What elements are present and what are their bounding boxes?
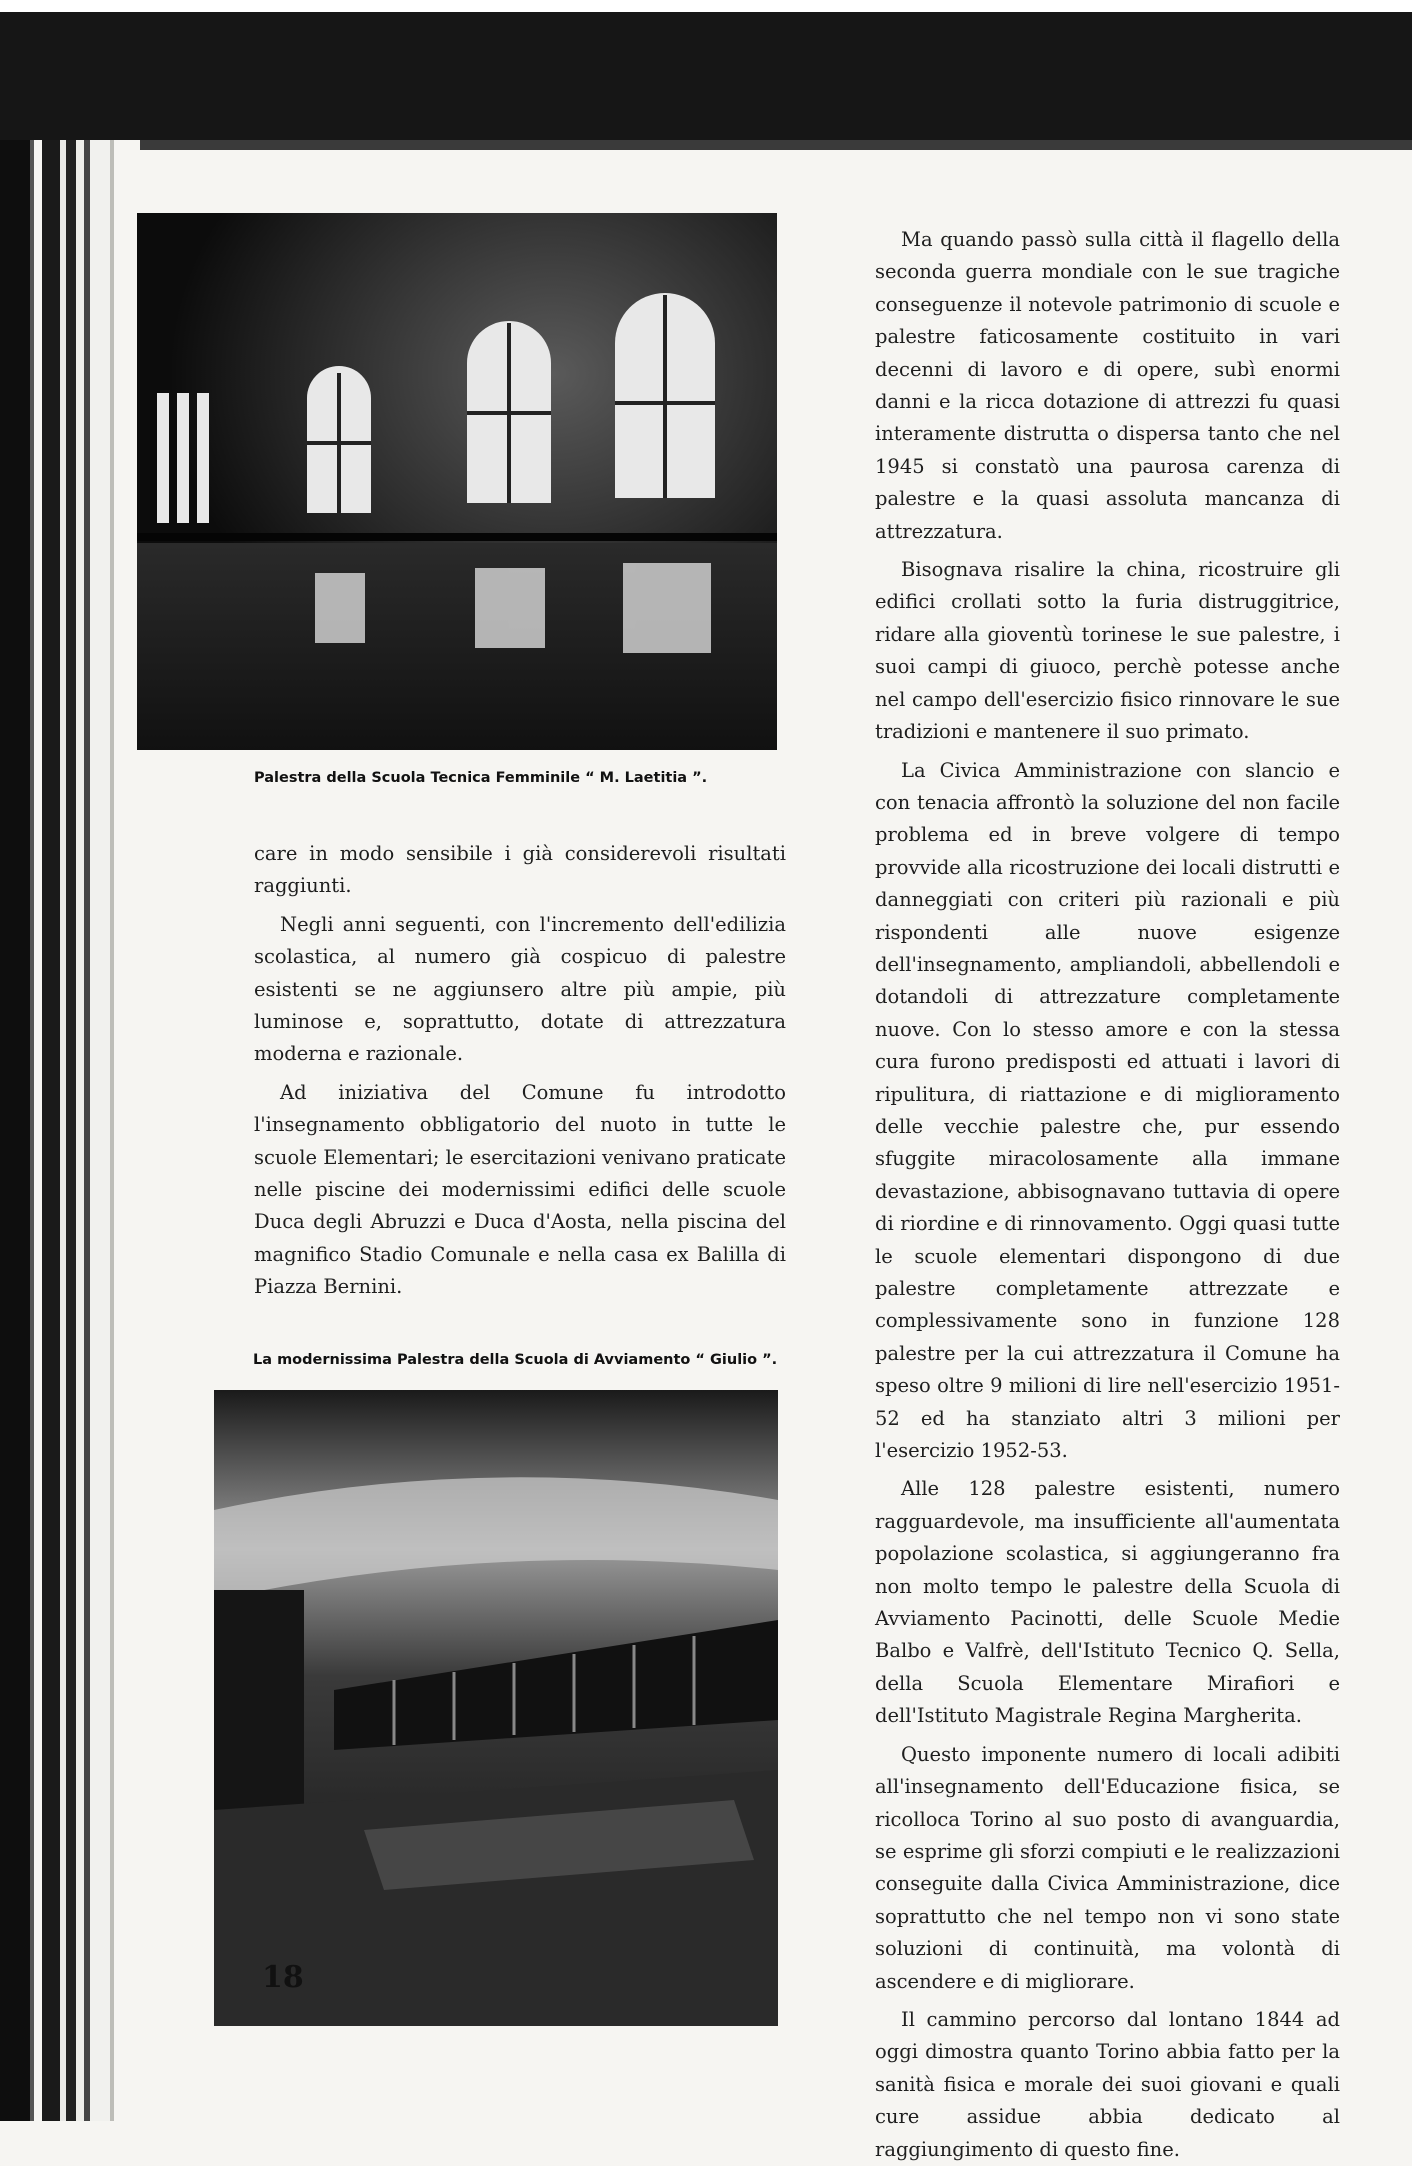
right-text-column <box>875 224 1340 2166</box>
photo-caption-bottom: La modernissima Palestra della Scuola di Avviamento “ Giulio ”. <box>253 1352 778 1368</box>
paragraph: care in modo sensibile i già considerevoli risultati raggiunti. <box>254 842 786 898</box>
paragraph: Ma quando passò sulla città il flagello della seconda guerra mondiale con le sue tragiche conseguenze il notevole patrimonio di scuole e palestre faticosamente costituito in vari decenni di lavoro e di opere, subì enormi danni e la ricca dotazione di attrezzi fu quasi interamente distrutta o dispersa tanto che nel 1945 si constatò una paurosa carenza di palestre e la quasi assoluta mancanza di attrezzatura. <box>875 228 1340 543</box>
scan-binding-edge <box>0 140 140 2121</box>
paragraph: Negli anni seguenti, con l'incremento dell'edilizia scolastica, al numero già cospicuo di palestre esistenti se ne aggiunsero altre più ampie, più luminose e, soprattutto, dotate di attrezzatura moderna e razionale. <box>254 912 786 1066</box>
scan-top-band <box>0 0 1412 155</box>
left-text-column <box>254 838 786 1304</box>
paragraph: La Civica Amministrazione con slancio e con tenacia affrontò la soluzione del non facile problema ed in breve volgere di tempo provvide alla ricostruzione dei locali distrutti e danneggiati con criteri più razionali e più rispondenti alle nuove esigenze dell'insegnamento, ampliandoli, abbellendoli e dotandoli di attrezzature completamente nuove. Con lo stesso amore e con la stessa cura furono predisposti ed attuati i lavori di ripulitura, di riattazione e di miglioramento delle vecchie palestre che, pur essendo sfuggite miracolosamente alla immane devastazione, abbisognavano tuttavia di opere di riordine e di rinnovamento. Oggi quasi tutte le scuole elementari dispongono di due palestre completamente attrezzate e complessivamente sono in funzione 128 palestre per la cui attrezzatura il Comune ha speso oltre 9 milioni di lire nell'esercizio 1951-52 ed ha stanziato altri 3 milioni per l'esercizio 1952-53. <box>875 758 1340 1463</box>
paragraph: Questo imponente numero di locali adibiti all'insegnamento dell'Educazione fisica, se ricolloca Torino al suo posto di avanguardia, se esprime gli sforzi compiuti e le realizzazioni conseguite dalla Civica Amministrazione, dice soprattutto che nel tempo non vi sono state soluzioni di continuità, ma volontà di ascendere e di migliorare. <box>875 1742 1340 1993</box>
gym-photo-laetitia <box>137 213 777 750</box>
gym-photo-giulio <box>214 1390 778 2026</box>
paragraph: Alle 128 palestre esistenti, numero ragguardevole, ma insufficiente all'aumentata popolazione scolastica, si aggiungeranno fra non molto tempo le palestre della Scuola di Avviamento Pacinotti, delle Scuole Medie Balbo e Valfrè, dell'Istituto Tecnico Q. Sella, della Scuola Elementare Mirafiori e dell'Istituto Magistrale Regina Margherita. <box>875 1477 1340 1728</box>
paragraph: Bisognava risalire la china, ricostruire gli edifici crollati sotto la furia distruggitrice, ridare alla gioventù torinese le sue palestre, i suoi campi di giuoco, perchè potesse anche nel campo dell'esercizio fisico rinnovare le sue tradizioni e mantenere il suo primato. <box>875 558 1340 744</box>
paragraph: Ad iniziativa del Comune fu introdotto l'insegnamento obbligatorio del nuoto in tutte le scuole Elementari; le esercitazioni venivano praticate nelle piscine dei modernissimi edifici delle scuole Duca degli Abruzzi e Duca d'Aosta, nella piscina del magnifico Stadio Comunale e nella casa ex Balilla di Piazza Bernini. <box>254 1080 786 1299</box>
paragraph: Il cammino percorso dal lontano 1844 ad oggi dimostra quanto Torino abbia fatto per la sanità fisica e morale dei suoi giovani e quali cure assidue abbia dedicato al raggiungimento di questo fine. <box>875 2007 1340 2161</box>
page-number: 18 <box>262 1960 304 1995</box>
photo-caption-top: Palestra della Scuola Tecnica Femminile “ M. Laetitia ”. <box>254 770 708 786</box>
